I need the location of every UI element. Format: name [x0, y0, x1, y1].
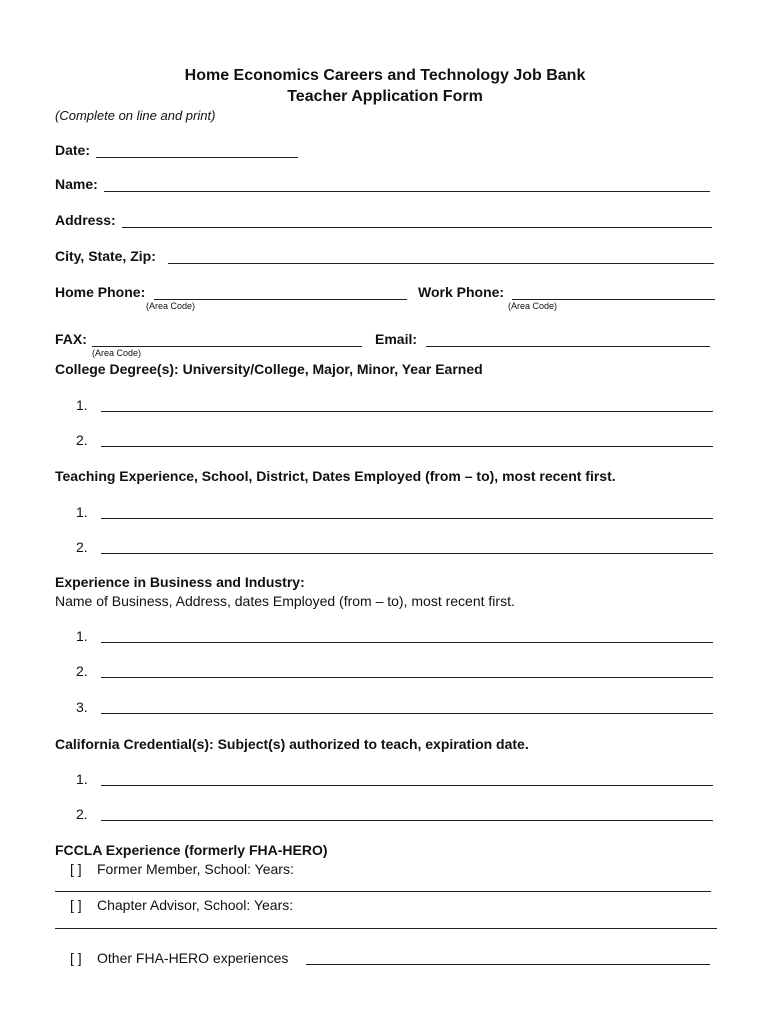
credential-line-1[interactable] — [101, 785, 713, 786]
work-phone-area-code-hint: (Area Code) — [508, 301, 558, 311]
city-state-zip-label: City, State, Zip: — [55, 248, 156, 264]
teaching-item-number: 2. — [76, 539, 88, 555]
date-line[interactable] — [96, 157, 298, 158]
fax-label: FAX: — [55, 331, 87, 347]
date-label: Date: — [55, 142, 91, 158]
credential-item-number: 1. — [76, 771, 88, 787]
home-phone-line[interactable] — [154, 299, 407, 300]
other-experience-label: Other FHA-HERO experiences — [97, 950, 289, 966]
fccla-heading: FCCLA Experience (formerly FHA-HERO) — [55, 842, 328, 858]
business-heading: Experience in Business and Industry: — [55, 574, 305, 590]
fax-line[interactable] — [92, 346, 362, 347]
business-subheading: Name of Business, Address, dates Employed (from – to), most recent first. — [55, 593, 515, 609]
city-state-zip-line[interactable] — [168, 263, 714, 264]
business-line-1[interactable] — [101, 642, 713, 643]
college-line-2[interactable] — [101, 446, 713, 447]
credential-heading: California Credential(s): Subject(s) authorized to teach, expiration date. — [55, 736, 529, 752]
teaching-line-2[interactable] — [101, 553, 713, 554]
form-title: Home Economics Careers and Technology Job Bank — [184, 67, 586, 84]
name-label: Name: — [55, 176, 98, 192]
form-subtitle: Teacher Application Form — [287, 88, 483, 105]
college-heading: College Degree(s): University/College, Major, Minor, Year Earned — [55, 361, 483, 377]
chapter-advisor-label: Chapter Advisor, School: Years: — [97, 897, 294, 913]
fax-area-code-hint: (Area Code) — [92, 348, 142, 358]
instructions-text: (Complete on line and print) — [55, 108, 216, 123]
chapter-advisor-checkbox[interactable]: [ ] — [70, 897, 82, 913]
email-line[interactable] — [426, 346, 710, 347]
former-member-line[interactable] — [55, 891, 711, 892]
credential-item-number: 2. — [76, 806, 88, 822]
teaching-item-number: 1. — [76, 504, 88, 520]
business-line-3[interactable] — [101, 713, 713, 714]
credential-line-2[interactable] — [101, 820, 713, 821]
business-line-2[interactable] — [101, 677, 713, 678]
teaching-line-1[interactable] — [101, 518, 713, 519]
other-experience-checkbox[interactable]: [ ] — [70, 950, 82, 966]
other-experience-line[interactable] — [306, 964, 710, 965]
business-item-number: 3. — [76, 699, 88, 715]
work-phone-label: Work Phone: — [418, 284, 505, 300]
college-item-number: 2. — [76, 432, 88, 448]
college-item-number: 1. — [76, 397, 88, 413]
former-member-checkbox[interactable]: [ ] — [70, 861, 82, 877]
home-phone-area-code-hint: (Area Code) — [146, 301, 196, 311]
email-label: Email: — [375, 331, 418, 347]
former-member-label: Former Member, School: Years: — [97, 861, 294, 877]
name-line[interactable] — [104, 191, 710, 192]
work-phone-line[interactable] — [512, 299, 715, 300]
business-item-number: 2. — [76, 663, 88, 679]
chapter-advisor-line[interactable] — [55, 928, 717, 929]
address-line[interactable] — [122, 227, 712, 228]
teaching-heading: Teaching Experience, School, District, Dates Employed (from – to), most recent first. — [55, 468, 616, 484]
address-label: Address: — [55, 212, 116, 228]
business-item-number: 1. — [76, 628, 88, 644]
college-line-1[interactable] — [101, 411, 713, 412]
home-phone-label: Home Phone: — [55, 284, 146, 300]
